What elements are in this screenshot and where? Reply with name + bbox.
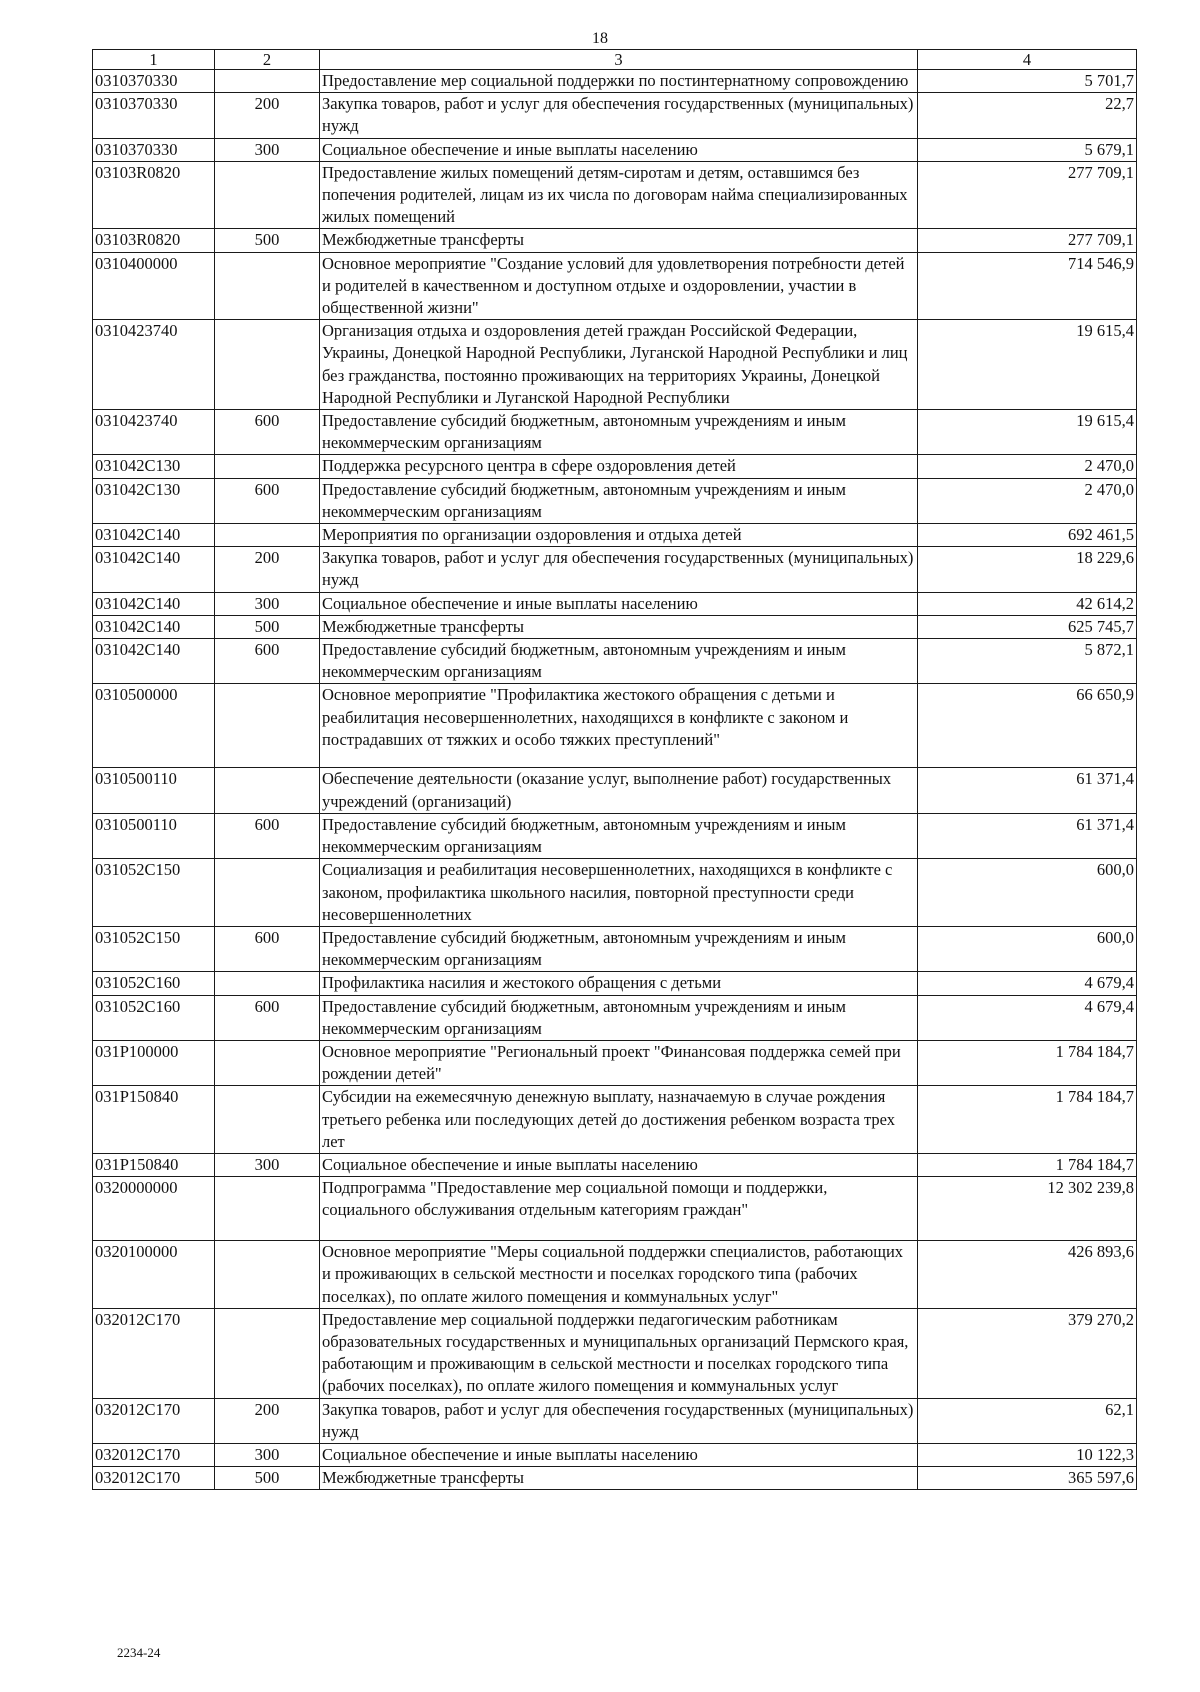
- row-amount-cell: 1 784 184,7: [918, 1040, 1137, 1085]
- table-row: [93, 1398, 1137, 1443]
- row-expense-type-cell: 600: [215, 639, 320, 684]
- row-description-cell: Социальное обеспечение и иные выплаты населению: [320, 1443, 918, 1466]
- table-row: [93, 1443, 1137, 1466]
- row-expense-type-cell: 500: [215, 615, 320, 638]
- row-amount-cell: 600,0: [918, 926, 1137, 971]
- row-description-cell: Основное мероприятие "Профилактика жестокого обращения с детьми и реабилитация несовершеннолетних, находящихся в конфликте с законом и пострадавших от тяжких и особо тяжких преступлений": [320, 684, 918, 768]
- table-row: [93, 1241, 1137, 1309]
- row-amount-cell: 5 872,1: [918, 639, 1137, 684]
- row-code-cell: 031052C160: [93, 972, 215, 995]
- row-expense-type-cell: [215, 1241, 320, 1309]
- table-row: [93, 524, 1137, 547]
- row-description-cell: Предоставление мер социальной поддержки педагогическим работникам образовательных государственных и муниципальных организаций Пермского края, работающим и проживающим в сельской местности и поселках городского типа (рабочих поселках), по оплате жилого помещения и коммунальных услуг: [320, 1308, 918, 1398]
- row-code-cell: 0320000000: [93, 1177, 215, 1241]
- row-amount-cell: 22,7: [918, 93, 1137, 138]
- row-description-cell: Межбюджетные трансферты: [320, 615, 918, 638]
- table-header-row: [93, 50, 1137, 70]
- row-code-cell: 0310423740: [93, 320, 215, 410]
- row-expense-type-cell: [215, 1040, 320, 1085]
- row-description-cell: Предоставление жилых помещений детям-сиротам и детям, оставшимся без попечения родителей, лицам из их числа по договорам найма специализированных жилых помещений: [320, 161, 918, 229]
- column-header-4: 4: [918, 50, 1137, 70]
- row-amount-cell: 600,0: [918, 859, 1137, 927]
- table-row: [93, 972, 1137, 995]
- row-description-cell: Предоставление субсидий бюджетным, автономным учреждениям и иным некоммерческим организациям: [320, 410, 918, 455]
- row-description-cell: Межбюджетные трансферты: [320, 1467, 918, 1490]
- row-amount-cell: 365 597,6: [918, 1467, 1137, 1490]
- row-amount-cell: 10 122,3: [918, 1443, 1137, 1466]
- table-row: [93, 229, 1137, 252]
- row-expense-type-cell: [215, 161, 320, 229]
- row-code-cell: 0310500000: [93, 684, 215, 768]
- row-amount-cell: 625 745,7: [918, 615, 1137, 638]
- table-row: [93, 768, 1137, 813]
- row-expense-type-cell: [215, 768, 320, 813]
- row-description-cell: Мероприятия по организации оздоровления и отдыха детей: [320, 524, 918, 547]
- row-amount-cell: 42 614,2: [918, 592, 1137, 615]
- row-expense-type-cell: [215, 859, 320, 927]
- table-row: [93, 320, 1137, 410]
- row-description-cell: Основное мероприятие "Создание условий для удовлетворения потребности детей и родителей в качественном и доступном отдыхе и оздоровлении, участии в общественной жизни": [320, 252, 918, 320]
- table-row: [93, 1086, 1137, 1154]
- row-description-cell: Предоставление субсидий бюджетным, автономным учреждениям и иным некоммерческим организациям: [320, 639, 918, 684]
- row-expense-type-cell: 300: [215, 1153, 320, 1176]
- table-row: [93, 1308, 1137, 1398]
- table-row: [93, 684, 1137, 768]
- row-description-cell: Организация отдыха и оздоровления детей граждан Российской Федерации, Украины, Донецкой Народной Республики, Луганской Народной Республики и лиц без гражданства, постоянно проживающих на территориях Украины, Донецкой Народной Республики и Луганской Народной Республики: [320, 320, 918, 410]
- row-expense-type-cell: [215, 972, 320, 995]
- table-row: [93, 161, 1137, 229]
- budget-table: [92, 49, 1137, 1490]
- row-amount-cell: 2 470,0: [918, 478, 1137, 523]
- row-amount-cell: 5 701,7: [918, 70, 1137, 93]
- row-code-cell: 0310370330: [93, 70, 215, 93]
- table-row: [93, 1467, 1137, 1490]
- row-description-cell: Профилактика насилия и жестокого обращения с детьми: [320, 972, 918, 995]
- row-amount-cell: 714 546,9: [918, 252, 1137, 320]
- row-expense-type-cell: [215, 1308, 320, 1398]
- row-expense-type-cell: 600: [215, 410, 320, 455]
- row-amount-cell: 1 784 184,7: [918, 1153, 1137, 1176]
- table-row: [93, 93, 1137, 138]
- row-description-cell: Предоставление субсидий бюджетным, автономным учреждениям и иным некоммерческим организациям: [320, 813, 918, 858]
- row-amount-cell: 692 461,5: [918, 524, 1137, 547]
- row-description-cell: Основное мероприятие "Меры социальной поддержки специалистов, работающих и проживающих в сельской местности и поселках городского типа (рабочих поселках), по оплате жилого помещения и коммунальных услуг": [320, 1241, 918, 1309]
- row-description-cell: Социальное обеспечение и иные выплаты населению: [320, 1153, 918, 1176]
- row-description-cell: Подпрограмма "Предоставление мер социальной помощи и поддержки, социального обслуживания отдельным категориям граждан": [320, 1177, 918, 1241]
- row-expense-type-cell: 200: [215, 1398, 320, 1443]
- row-code-cell: 031052C150: [93, 859, 215, 927]
- table-row: [93, 926, 1137, 971]
- row-code-cell: 032012C170: [93, 1467, 215, 1490]
- row-code-cell: 031042C140: [93, 615, 215, 638]
- row-code-cell: 0310500110: [93, 813, 215, 858]
- row-expense-type-cell: [215, 252, 320, 320]
- row-description-cell: Предоставление субсидий бюджетным, автономным учреждениям и иным некоммерческим организациям: [320, 995, 918, 1040]
- row-amount-cell: 66 650,9: [918, 684, 1137, 768]
- table-body: [93, 70, 1137, 1490]
- row-code-cell: 03103R0820: [93, 161, 215, 229]
- table-row: [93, 70, 1137, 93]
- row-expense-type-cell: [215, 320, 320, 410]
- row-amount-cell: 277 709,1: [918, 161, 1137, 229]
- row-amount-cell: 61 371,4: [918, 768, 1137, 813]
- row-code-cell: 031042C130: [93, 478, 215, 523]
- row-amount-cell: 1 784 184,7: [918, 1086, 1137, 1154]
- row-description-cell: Предоставление субсидий бюджетным, автономным учреждениям и иным некоммерческим организациям: [320, 926, 918, 971]
- column-header-1: 1: [93, 50, 215, 70]
- row-description-cell: Закупка товаров, работ и услуг для обеспечения государственных (муниципальных) нужд: [320, 93, 918, 138]
- footer-document-code: 2234-24: [117, 1645, 161, 1660]
- row-description-cell: Закупка товаров, работ и услуг для обеспечения государственных (муниципальных) нужд: [320, 547, 918, 592]
- row-expense-type-cell: 300: [215, 1443, 320, 1466]
- row-code-cell: 0320100000: [93, 1241, 215, 1309]
- row-description-cell: Межбюджетные трансферты: [320, 229, 918, 252]
- table-row: [93, 455, 1137, 478]
- row-code-cell: 031042C140: [93, 592, 215, 615]
- row-expense-type-cell: 600: [215, 926, 320, 971]
- row-expense-type-cell: [215, 524, 320, 547]
- row-code-cell: 031P150840: [93, 1086, 215, 1154]
- row-expense-type-cell: [215, 1086, 320, 1154]
- row-description-cell: Основное мероприятие "Региональный проект "Финансовая поддержка семей при рождении детей": [320, 1040, 918, 1085]
- row-expense-type-cell: [215, 1177, 320, 1241]
- row-code-cell: 031P100000: [93, 1040, 215, 1085]
- row-code-cell: 0310370330: [93, 93, 215, 138]
- table-row: [93, 592, 1137, 615]
- row-amount-cell: 18 229,6: [918, 547, 1137, 592]
- row-amount-cell: 277 709,1: [918, 229, 1137, 252]
- row-code-cell: 031052C150: [93, 926, 215, 971]
- row-expense-type-cell: 600: [215, 995, 320, 1040]
- row-expense-type-cell: 500: [215, 229, 320, 252]
- row-amount-cell: 426 893,6: [918, 1241, 1137, 1309]
- table-row: [93, 547, 1137, 592]
- column-header-3: 3: [320, 50, 918, 70]
- table-row: [93, 639, 1137, 684]
- row-description-cell: Поддержка ресурсного центра в сфере оздоровления детей: [320, 455, 918, 478]
- row-code-cell: 03103R0820: [93, 229, 215, 252]
- row-expense-type-cell: 600: [215, 478, 320, 523]
- row-amount-cell: 4 679,4: [918, 995, 1137, 1040]
- row-amount-cell: 19 615,4: [918, 410, 1137, 455]
- row-expense-type-cell: 300: [215, 592, 320, 615]
- row-code-cell: 031042C130: [93, 455, 215, 478]
- row-amount-cell: 61 371,4: [918, 813, 1137, 858]
- row-code-cell: 032012C170: [93, 1443, 215, 1466]
- row-expense-type-cell: [215, 455, 320, 478]
- row-description-cell: Закупка товаров, работ и услуг для обеспечения государственных (муниципальных) нужд: [320, 1398, 918, 1443]
- row-code-cell: 0310400000: [93, 252, 215, 320]
- row-expense-type-cell: 600: [215, 813, 320, 858]
- row-amount-cell: 12 302 239,8: [918, 1177, 1137, 1241]
- table-row: [93, 1177, 1137, 1241]
- row-description-cell: Социальное обеспечение и иные выплаты населению: [320, 592, 918, 615]
- row-code-cell: 031042C140: [93, 639, 215, 684]
- table-row: [93, 615, 1137, 638]
- row-code-cell: 0310370330: [93, 138, 215, 161]
- table-row: [93, 138, 1137, 161]
- row-code-cell: 031052C160: [93, 995, 215, 1040]
- row-description-cell: Предоставление субсидий бюджетным, автономным учреждениям и иным некоммерческим организациям: [320, 478, 918, 523]
- row-code-cell: 032012C170: [93, 1398, 215, 1443]
- row-code-cell: 0310423740: [93, 410, 215, 455]
- row-description-cell: Социальное обеспечение и иные выплаты населению: [320, 138, 918, 161]
- row-amount-cell: 62,1: [918, 1398, 1137, 1443]
- table-row: [93, 478, 1137, 523]
- row-expense-type-cell: 300: [215, 138, 320, 161]
- row-amount-cell: 5 679,1: [918, 138, 1137, 161]
- row-code-cell: 031P150840: [93, 1153, 215, 1176]
- row-expense-type-cell: 200: [215, 93, 320, 138]
- row-expense-type-cell: [215, 70, 320, 93]
- column-header-2: 2: [215, 50, 320, 70]
- row-code-cell: 031042C140: [93, 547, 215, 592]
- row-code-cell: 032012C170: [93, 1308, 215, 1398]
- row-amount-cell: 379 270,2: [918, 1308, 1137, 1398]
- table-row: [93, 1153, 1137, 1176]
- table-row: [93, 1040, 1137, 1085]
- row-expense-type-cell: 500: [215, 1467, 320, 1490]
- row-amount-cell: 4 679,4: [918, 972, 1137, 995]
- table-row: [93, 252, 1137, 320]
- row-amount-cell: 19 615,4: [918, 320, 1137, 410]
- row-code-cell: 0310500110: [93, 768, 215, 813]
- row-expense-type-cell: 200: [215, 547, 320, 592]
- row-description-cell: Предоставление мер социальной поддержки по постинтернатному сопровождению: [320, 70, 918, 93]
- row-description-cell: Социализация и реабилитация несовершеннолетних, находящихся в конфликте с законом, профилактика школьного насилия, повторной преступности среди несовершеннолетних: [320, 859, 918, 927]
- row-code-cell: 031042C140: [93, 524, 215, 547]
- table-row: [93, 813, 1137, 858]
- table-row: [93, 995, 1137, 1040]
- row-description-cell: Субсидии на ежемесячную денежную выплату, назначаемую в случае рождения третьего ребенка или последующих детей до достижения ребенком возраста трех лет: [320, 1086, 918, 1154]
- table-row: [93, 410, 1137, 455]
- table-row: [93, 859, 1137, 927]
- page-number: 18: [592, 30, 608, 47]
- row-description-cell: Обеспечение деятельности (оказание услуг, выполнение работ) государственных учреждений (организаций): [320, 768, 918, 813]
- row-expense-type-cell: [215, 684, 320, 768]
- row-amount-cell: 2 470,0: [918, 455, 1137, 478]
